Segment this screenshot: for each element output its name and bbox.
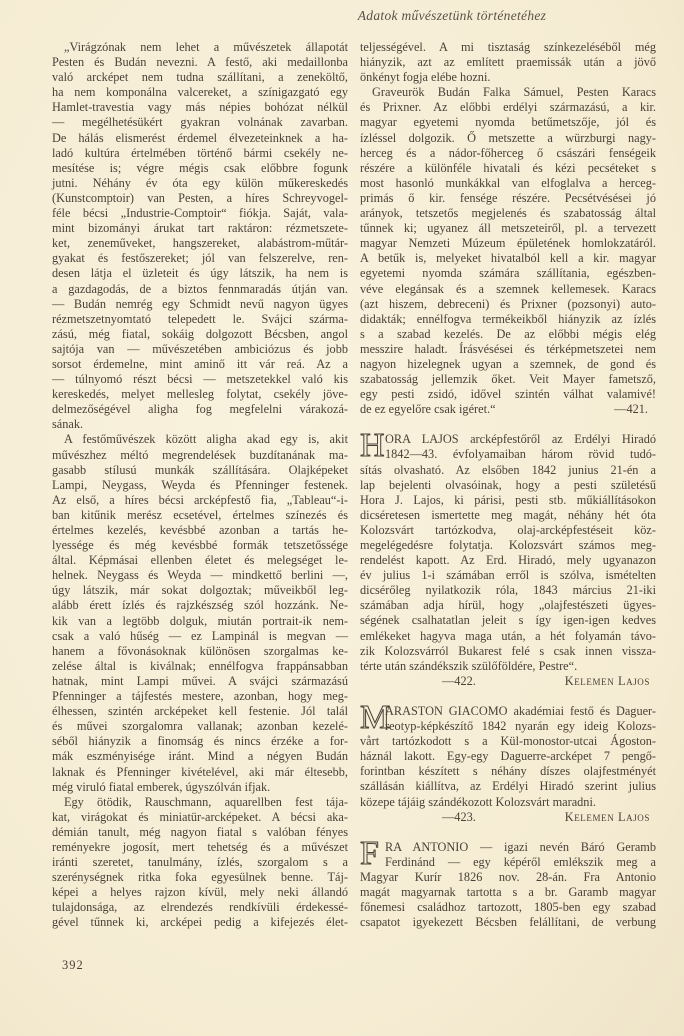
- text-line: magát magyarnak tartotta s a br. Garamb magyar: [360, 884, 656, 899]
- text-line: hiányzik, azt az említett praemissák után a jövő: [360, 55, 656, 70]
- text-line: Pesten és Budán nevezni. A festő, aki medaillonba: [52, 55, 348, 70]
- text-line: ban kitűnik merész ecsetével, értelmes színezés és: [52, 507, 348, 522]
- text-line: térte után szándékszik szülőföldére, Pestre“.: [360, 658, 578, 673]
- text-line: Magyar Kurír 1826 nov. 28-án. Fra Antonio: [360, 869, 656, 884]
- text-line: emlékeket hagyva maga után, a hét folyamán távo-: [360, 628, 656, 643]
- text-line: Kolozsvárt tartózkodva, olaj-arcképfestéseit köz-: [360, 522, 656, 537]
- text-line: mint bizományi árukat tart raktáron: rézmetszete-: [52, 221, 348, 236]
- entry-separator: [360, 825, 656, 840]
- text-line: Hora J. Lajos, ki párisi, pesti stb. műkiállításokon: [360, 492, 656, 507]
- text-line: csapatot igyekezett Bécsben felállítani, de verbung: [360, 915, 656, 930]
- text-line: — Budán nemrég egy Schmidt nevű nagyon ügyes: [52, 296, 348, 311]
- text-line: tulajdonsága, az elrendezés rendkívüli érdekessé-: [52, 900, 348, 915]
- text-line: gével tűnnek ki, arcképei pedig a kifejezés élet-: [52, 915, 348, 930]
- text-line: rézmetszetnyomtató telepedett le. Svájci szárma-: [52, 311, 348, 326]
- text-line: még viruló fiatal emberek, úgyszólván ifjak.: [52, 779, 271, 794]
- entry-separator: [360, 417, 656, 432]
- text-line: főnemesi családhoz tartozott, 1805-ben egy szabad: [360, 900, 656, 915]
- text-line: ladó kultúra értelmében történő bármi csekély ne-: [52, 145, 348, 160]
- text-line: ORA LAJOS arcképfestőről az Erdélyi Hiradó: [385, 432, 656, 447]
- text-line: ízléssel dolgozik. Ő metszette a würzburgi nagy-: [360, 130, 656, 145]
- text-line: ket, zeneműveket, hangszereket, alabástrom-műtár-: [52, 236, 348, 251]
- intro-closing-text: de ez egyelőre csak igéret.“: [360, 402, 496, 417]
- intro-closing-row: [360, 402, 656, 417]
- reference-number: —421.: [614, 402, 648, 417]
- text-line: RA ANTONIO — igazi nevén Báró Geramb: [385, 839, 656, 854]
- text-line: év julius 1-i számában erről is szólva, ismételten: [360, 568, 656, 583]
- text-line: s a szabad kezelés. De az előbbi mégis elég: [360, 326, 656, 341]
- text-line: képei a helyes rajzon kívül, mely neki állandó: [52, 885, 348, 900]
- text-line: primás ő kir. fensége részére. Pecsétvésései jó: [360, 190, 656, 205]
- text-line: a gazdagodás, de a biztos fennmaradás útján van.: [52, 281, 348, 296]
- text-line: 1842—43. évfolyamaiban három rövid tudó-: [385, 447, 656, 462]
- text-line: és művei szorgalomra vallanak; azonban kezelé-: [52, 719, 348, 734]
- text-line: által. Képmásai ellenben életet és melegséget le-: [52, 553, 348, 568]
- dropcap-initial: M: [360, 698, 391, 736]
- text-line: — megélhetésükért gyakran volnának zavarban.: [52, 115, 348, 130]
- text-line: közepe tájáig szándékozott Kolozsvárt maradni.: [360, 794, 596, 809]
- entry-signature-row: [360, 674, 656, 689]
- entry-head: [360, 834, 656, 872]
- text-line: mesítése is; végre mégis csak előbbre fogunk: [52, 160, 348, 175]
- text-line: nagyon hizelegnek ugyan a szemnek, de gond és: [360, 356, 656, 371]
- text-line: helnek. Neygass és Weyda — mindkettő berlini —,: [52, 568, 348, 583]
- text-line: művészhez méltó megrendelések buzdítanának ma-: [52, 447, 348, 462]
- text-line: A festőművészek között aligha akad egy is, akit: [64, 432, 348, 447]
- entry-head: [360, 427, 656, 465]
- text-line: úgy látszik, már sokat dolgoztak; műveikből leg-: [52, 583, 348, 598]
- entry: [360, 834, 656, 931]
- text-line: értelmes kezelés, kevésbbé azonban a tartás he-: [52, 523, 348, 537]
- text-line: vårt tartózkodott s a Kül-monostor-utcai Ágoston-: [360, 734, 656, 749]
- text-line: lyessége és még kevésbbé formák tetszetőssége: [52, 538, 348, 553]
- text-line: séből hiányzik a finomság és nincs érzéke a for-: [52, 734, 348, 749]
- text-line: kereskedés, melyet mellesleg folytat, csekély jöve-: [52, 387, 348, 402]
- text-line: Az első, a híres bécsi arcképfestő fia, „Tableau“-i-: [52, 492, 348, 507]
- text-line: teljességével. A mi tisztaság színkezeléséből még: [360, 40, 656, 54]
- text-line: ha nem komponálna valcereket, a színigazgató egy: [52, 85, 348, 100]
- text-line: szabatosság jellemzik őket. Veit Mayer fametsző,: [360, 372, 656, 387]
- text-line: önkényt fogja elébe hozni.: [360, 70, 491, 85]
- text-line: szállásán kiállítva, az Erdélyi Hiradó szerint julius: [360, 779, 656, 794]
- text-line: zású, még fiatal, sokáig dolgozott Bécsben, angol: [52, 326, 348, 341]
- text-line: (azt hiszem, debreceni) és Prixner (pozsonyi) auto-: [360, 296, 656, 311]
- text-line: alább érett ízlés és rajzkészség szól hozzánk. Ne-: [52, 598, 348, 613]
- entry-signature-row: [360, 810, 656, 825]
- text-line: sajtója van — művészetében ambiciózus és jobb: [52, 341, 348, 356]
- text-line: véve elegánsak és a szemnek kellemesek. Karacs: [360, 281, 656, 296]
- reference-number: —423.: [442, 809, 476, 824]
- text-line: való arcképet nem tudna szállítani, a zeneköltő,: [52, 70, 348, 85]
- text-line: kik van a legtöbb dolguk, miután portrait-ik nem-: [52, 613, 348, 628]
- text-line: sítás olvasható. Az elsőben 1842 junius 21-én a: [360, 462, 656, 477]
- text-line: zik Kolozsvárról Bukarest felé s csak innen vissza-: [360, 643, 656, 658]
- text-line: Lampi, Neygass, Weyda és Pfenninger festenek.: [52, 477, 348, 492]
- text-line: hatnak, mint Lampi művei. A svájci származású: [52, 673, 348, 688]
- text-line: Hamlet-travestia vagy más népies bohózat nélkül: [52, 100, 348, 115]
- text-line: kat, virágokat és miniatür-arcképeket. A bécsi aka-: [52, 809, 348, 824]
- text-line: laknak és Pfenninger kivételével, aki már éltesebb,: [52, 764, 348, 779]
- text-line: lap bejelenti olvasóinak, hogy a pesti születésű: [360, 477, 656, 492]
- running-head: Adatok művészetünk történetéhez: [357, 8, 547, 23]
- text-line: Egy ötödik, Rauschmann, aquarellben fest tája-: [64, 794, 348, 809]
- right-column: [360, 40, 656, 930]
- author-name: Kelemen Lajos: [564, 809, 650, 824]
- text-line: egyetemi nyomda számára szállítania, egészben-: [360, 266, 656, 281]
- text-line: „Virágzónak nem lehet a művészetek állapotát: [64, 40, 348, 54]
- text-line: most hasonló munkákkal van elfoglalva a herceg-: [360, 175, 656, 190]
- text-line: Ferdinánd — egy képéről emlékszik meg a: [385, 854, 656, 869]
- text-line: — túlnyomó részt bécsi — metszetekkel való kis: [52, 372, 348, 387]
- author-name: Kelemen Lajos: [564, 673, 650, 688]
- text-line: (Kunstcomptoir) van Pesten, a híres Schreyvogel-: [52, 190, 348, 205]
- text-line: reotyp-képkészítő 1842 nyarán egy ideig Kolozs-: [385, 719, 656, 734]
- text-line: zelése által is kiválnak; ennélfogva frappánsabban: [52, 658, 348, 673]
- text-line: féle bécsi „Industrie-Comptoir“ fiókja. Saját, vala-: [52, 206, 348, 221]
- entry-head: [360, 698, 656, 736]
- text-line: hanem a fővonásoknak különösen szorgalmas ke-: [52, 643, 348, 658]
- text-line: messzire haladt. Írásvésései és térképmetszetei nem: [360, 341, 656, 356]
- intro-continuation: [360, 40, 656, 402]
- text-line: forintban készített s néhány díszes olajfestményét: [360, 764, 656, 779]
- text-line: ségének csalhatatlan jeleit s így igen-igen kedves: [360, 613, 656, 628]
- text-line: herceg és a nádor-főherceg ő császári fenségeik: [360, 145, 656, 160]
- text-line: csak a való hűség — ez Lampinál is megvan —: [52, 628, 348, 643]
- text-line: ARASTON GIACOMO akadémiai festő és Daguer-: [385, 703, 656, 718]
- text-line: magyar Nemzeti Múzeum épületének homlokzatáról.: [360, 236, 656, 251]
- text-line: gasabb stílusú munkák szállítására. Olajképeket: [52, 462, 348, 477]
- text-line: delmezőségével aligha fog megfelelni várakozá-: [52, 402, 348, 417]
- text-line: megelégedésre folytatja. Kolozsvárt számos meg-: [360, 538, 656, 552]
- text-line: démián tanult, még nagyon fiatal s valóban fényes: [52, 824, 348, 839]
- text-line: jutni. Néhány év óta egy külön műkereskedés: [52, 175, 348, 190]
- dropcap-initial: H: [360, 427, 385, 465]
- entry-separator: [360, 689, 656, 704]
- text-line: Pfenninger a tájfestés mestere, azonban, hogy meg-: [52, 689, 348, 704]
- text-line: rendelést kapott. Az Erd. Hiradó, mely ugyanazon: [360, 553, 656, 568]
- text-line: sorsot érdemelne, mint aminő itt vár reá. Az a: [52, 356, 348, 371]
- dropcap-initial: F: [360, 834, 379, 872]
- text-line: és Prixner. Az előbbi erdélyi származású, a kir.: [360, 100, 656, 115]
- text-line: didakták; ennélfogva termékeikből hiányzik az ízlés: [360, 311, 656, 326]
- entries: [360, 417, 656, 930]
- text-line: reményekre jogosít, mert tehetség és a művészet: [52, 839, 348, 854]
- left-column: [52, 40, 348, 931]
- text-line: iránti szeretet, tanulmány, ízlés, szorgalom s a: [52, 855, 348, 870]
- text-line: mák eszményisége iránt. Mind a négyen Budán: [52, 749, 348, 764]
- text-line: dicséretesen ismertette meg magát, néhány hét óta: [360, 507, 656, 522]
- text-line: gyakat és festőszereket; jól van felszerelve, ren-: [52, 251, 348, 266]
- text-line: számában adja hírül, hogy „olajfestészeti ügyes-: [360, 598, 656, 613]
- entry: [360, 698, 656, 825]
- text-line: részére a különféle hivatali és kézi pecséteket s: [360, 160, 656, 175]
- text-line: tűnnek ki; ugyanez áll metszeteiről, pl. a tervezett: [360, 221, 656, 236]
- text-line: élhessen, szintén arcképeket kell festenie. Jól talál: [52, 704, 348, 719]
- text-line: szerénységnek ritka foka egyesülnek benne. Táj-: [52, 870, 348, 885]
- text-line: dicsérőleg nyilatkozik róla, 1843 március 21-iki: [360, 583, 656, 598]
- text-line: Graveurök Budán Falka Sámuel, Pesten Karacs: [372, 85, 656, 100]
- text-line: sának.: [52, 417, 84, 432]
- text-line: arányok, tetszetős megjelenés és szabatosság által: [360, 206, 656, 221]
- text-line: De hálás elismerést érdemel élvezeteinknek a ha-: [52, 130, 348, 145]
- text-line: A betűk is, melyeket hivatalból kell a kir. magyar: [360, 251, 656, 266]
- text-line: desen látja el üzleteit és úgy látszik, ha nem is: [52, 266, 348, 281]
- text-line: magyar egyetemi nyomda betűmetszője, jól és: [360, 115, 656, 130]
- reference-number: —422.: [442, 673, 476, 688]
- entry: [360, 427, 656, 689]
- text-line: háznál lakott. Egy-egy Daguerre-arcképet 7 pengő-: [360, 749, 656, 764]
- page-number: 392: [62, 958, 84, 972]
- text-line: egy pesti zsidó, idővel szintén válhat valamivé!: [360, 387, 656, 402]
